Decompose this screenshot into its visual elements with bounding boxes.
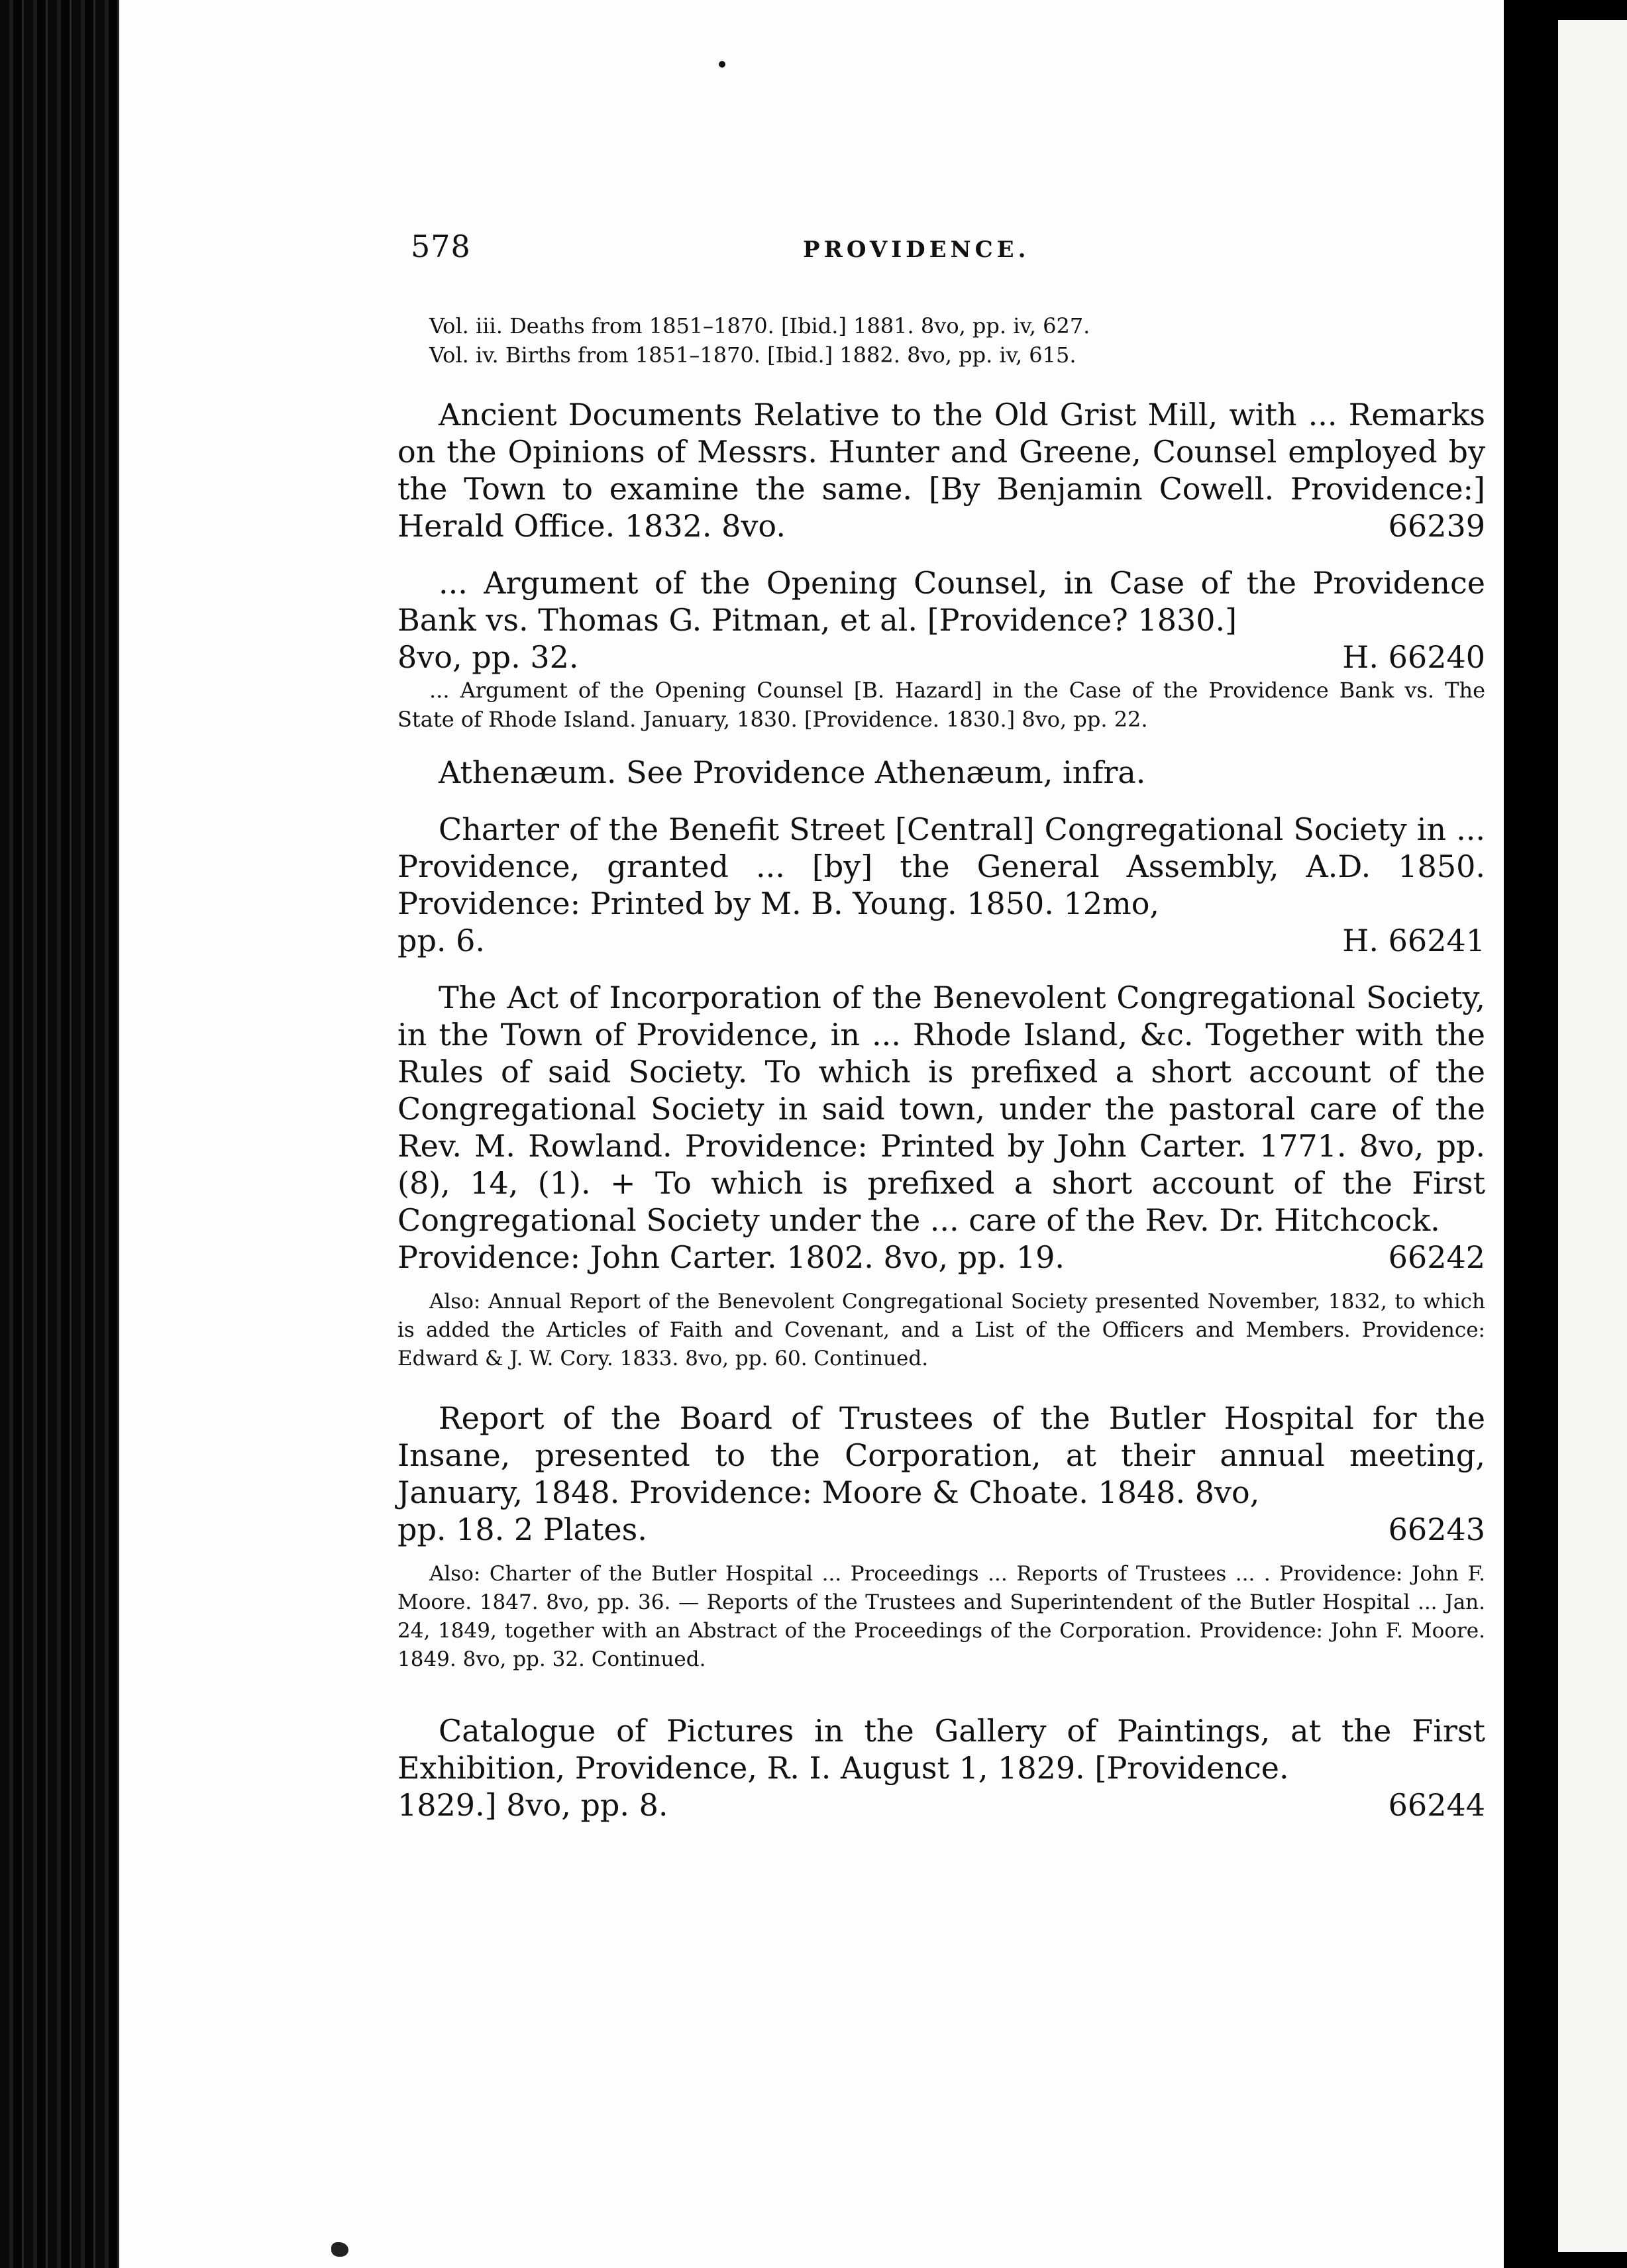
entry-argument — [397, 564, 1485, 639]
entry-number: 66244 — [1388, 1787, 1485, 1823]
entry-number: H. 66241 — [1342, 923, 1485, 958]
entry-tail: 8vo, pp. 32. — [397, 639, 579, 675]
entry-tail: pp. 18. 2 Plates. — [397, 1512, 647, 1547]
entry-argument-tail — [397, 639, 1485, 676]
entry-tail: pp. 6. — [397, 923, 486, 958]
entry-text: Charter of the Benefit Street [Central] Congregational Society in ... Providence, granted ... [by] the General Assembly, A.D. 1850. Providence: Printed by M. B. Young. 1850. 12mo, — [397, 811, 1485, 921]
entry-tail: Providence: John Carter. 1802. 8vo, pp. 19. — [397, 1239, 1065, 1275]
entry-benefit-street-tail — [397, 922, 1485, 959]
entry-tail: 1829.] 8vo, pp. 8. — [397, 1787, 668, 1823]
vol-line: Vol. iv. Births from 1851–1870. [Ibid.] 1882. 8vo, pp. iv, 615. — [429, 342, 1076, 368]
entry-number: 66239 — [1388, 508, 1485, 544]
page-number: 578 — [411, 229, 471, 264]
entry-note: Also: Charter of the Butler Hospital ... Proceedings ... Reports of Trustees ... . Providence: John F. Moore. 1847. 8vo, pp. 36. — Reports of the Trustees and Superintendent of the Butler Hospital ... Jan. 24, 1849, together with an Abstract of the Proceedings of the Corporation. Providence: John F. Moore. 1849. 8vo, pp. 32. Continued. — [397, 1562, 1485, 1671]
entry-note: Also: Annual Report of the Benevolent Congregational Society presented November, 1832, to which is added the Articles of Faith and Covenant, and a List of the Officers and Members. Providence: Edward & J. W. Cory. 1833. 8vo, pp. 60. Continued. — [397, 1290, 1485, 1370]
entry-text: Report of the Board of Trustees of the Butler Hospital for the Insane, presented to the Corporation, at their annual meeting, January, 1848. Providence: Moore & Choate. 1848. 8vo, — [397, 1400, 1485, 1510]
facing-page-edge — [1558, 20, 1627, 2252]
entry-benevolent-tail — [397, 1239, 1485, 1276]
entry-text: Ancient Documents Relative to the Old Grist Mill, with ... Remarks on the Opinions of Messrs. Hunter and Greene, Counsel employed by the Town to examine the same. [By Benjamin Cowell. Providence:] Herald Office. 1832. 8vo. — [397, 397, 1485, 544]
ink-speck — [719, 61, 725, 68]
entry-note: ... Argument of the Opening Counsel [B. Hazard] in the Case of the Providence Bank vs. The State of Rhode Island. January, 1830. [Providence. 1830.] 8vo, pp. 22. — [397, 678, 1485, 732]
entry-benevolent — [397, 979, 1485, 1239]
entry-butler-tail — [397, 1511, 1485, 1548]
entry-text: The Act of Incorporation of the Benevolent Congregational Society, in the Town of Providence, in ... Rhode Island, &c. Together with the Rules of said Society. To which is prefixed a short account of the Congregational Society in said town, under the pastoral care of the Rev. M. Rowland. Providence: Printed by John Carter. 1771. 8vo, pp. (8), 14, (1). + To which is prefixed a short account of the First Congregational Society under the ... care of the Rev. Dr. Hitchcock. — [397, 980, 1485, 1238]
entry-catalogue — [397, 1712, 1485, 1786]
entry-number: 66243 — [1388, 1512, 1485, 1547]
entry-text: ... Argument of the Opening Counsel, in Case of the Providence Bank vs. Thomas G. Pitman, et al. [Providence? 1830.] — [397, 565, 1485, 638]
page-body — [397, 311, 1485, 1824]
ink-blot — [331, 2242, 348, 2257]
running-head: PROVIDENCE. — [803, 236, 1030, 263]
entry-number: H. 66240 — [1342, 639, 1485, 675]
vol-line: Vol. iii. Deaths from 1851–1870. [Ibid.] 1881. 8vo, pp. iv, 627. — [429, 313, 1090, 338]
entry-athenaeum: Athenæum. See Providence Athenæum, infra. — [439, 754, 1146, 790]
page-header — [119, 227, 1504, 273]
entry-benefit-street — [397, 811, 1485, 922]
entry-catalogue-tail — [397, 1786, 1485, 1824]
entry-text: Catalogue of Pictures in the Gallery of Paintings, at the First Exhibition, Providence, R. I. August 1, 1829. [Providence. — [397, 1713, 1485, 1786]
book-gutter — [0, 0, 119, 2268]
entry-butler — [397, 1400, 1485, 1511]
entry-number: 66242 — [1388, 1239, 1485, 1275]
book-page — [119, 0, 1504, 2268]
entry-grist-mill — [397, 396, 1485, 544]
